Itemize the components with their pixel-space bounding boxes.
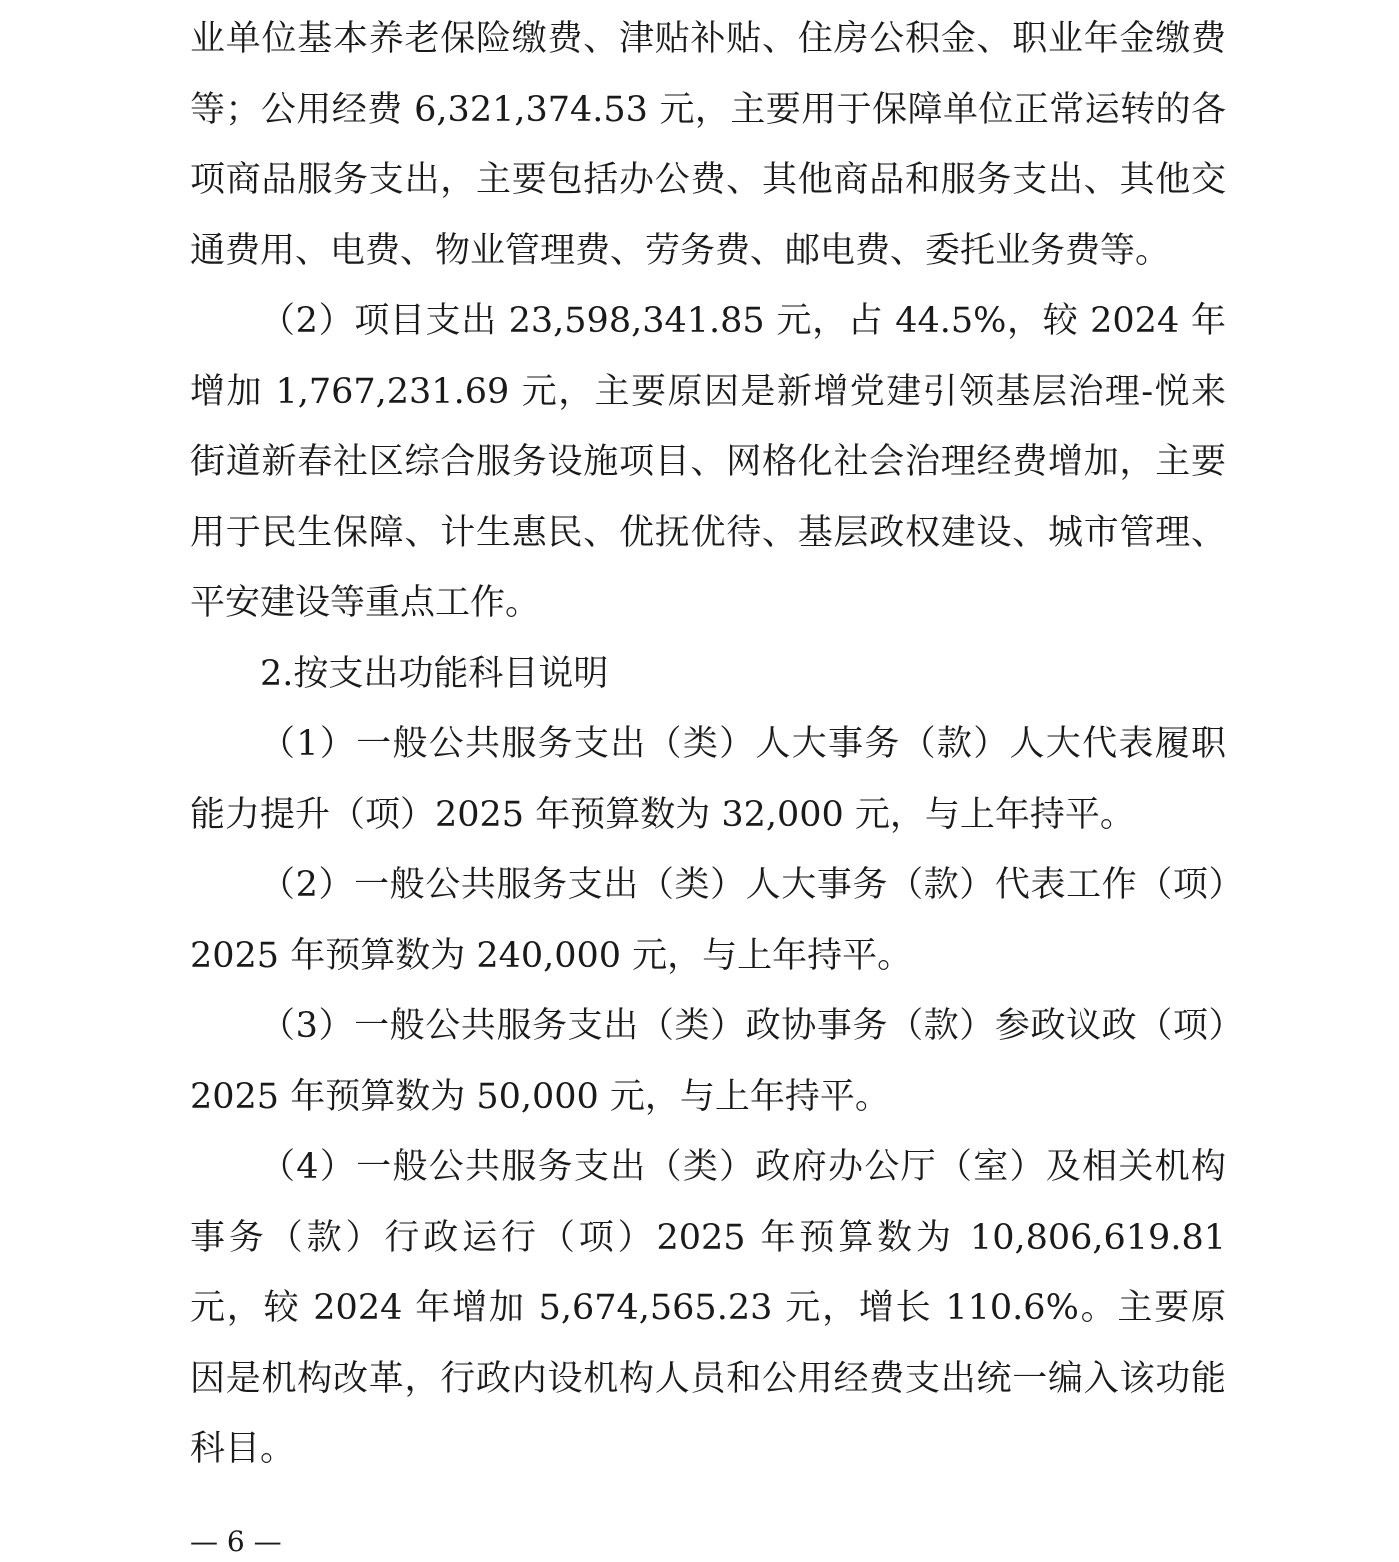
- paragraph-project-expenditure: （2）项目支出 23,598,341.85 元，占 44.5%，较 2024 年增加 1,767,231.69 元，主要原因是新增党建引领基层治理-悦来街道新春社区综合服务设施项目、网格化社会治理经费增加，主要用于民生保障、计生惠民、优抚优待、基层政权建设、城市管理、平安建设等重点工作。: [190, 301, 1226, 623]
- paragraph-item-4: （4）一般公共服务支出（类）政府办公厅（室）及相关机构事务（款）行政运行（项）2025 年预算数为 10,806,619.81 元，较 2024 年增加 5,674,565.23 元，增长 110.6%。主要原因是机构改革，行政内设机构人员和公用经费支出统一编入该功能科目。: [190, 1147, 1226, 1469]
- paragraph-personnel-public-expenses: 业单位基本养老保险缴费、津贴补贴、住房公积金、职业年金缴费等；公用经费 6,321,374.53 元，主要用于保障单位正常运转的各项商品服务支出，主要包括办公费、其他商品和服务支出、其他交通费用、电费、物业管理费、劳务费、邮电费、委托业务费等。: [190, 19, 1226, 271]
- document-body: [190, 4, 1226, 1485]
- page-number: — 6 —: [190, 1525, 282, 1558]
- paragraph-item-2: （2）一般公共服务支出（类）人大事务（款）代表工作（项）2025 年预算数为 240,000 元，与上年持平。: [190, 865, 1226, 976]
- paragraph-item-3: （3）一般公共服务支出（类）政协事务（款）参政议政（项）2025 年预算数为 50,000 元，与上年持平。: [190, 1006, 1226, 1117]
- section-heading-functional-classification: 2.按支出功能科目说明: [260, 653, 609, 694]
- paragraph-item-1: （1）一般公共服务支出（类）人大事务（款）人大代表履职能力提升（项）2025 年预算数为 32,000 元，与上年持平。: [190, 724, 1226, 835]
